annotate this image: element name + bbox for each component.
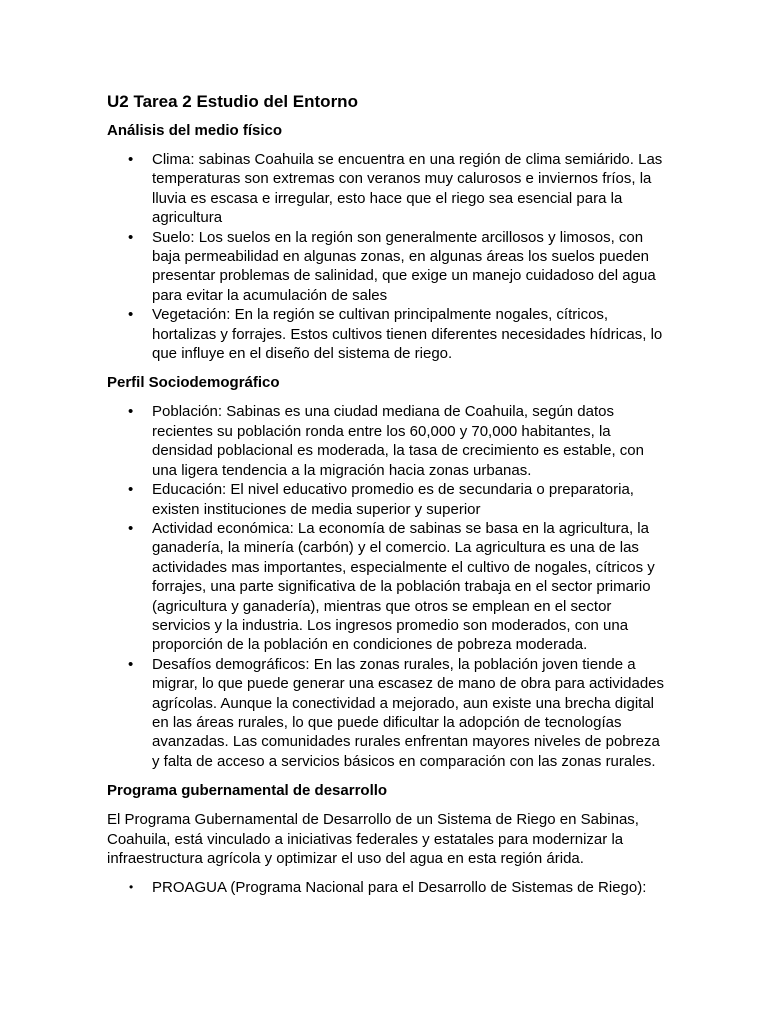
list-item-text: Vegetación: En la región se cultivan principalmente nogales, cítricos, hortalizas y forrajes. Estos cultivos tienen diferentes necesidades hídricas, lo que influye en el diseño del sistema de riego. [152,306,663,363]
document-page [107,91,667,908]
bullet-icon: • [129,880,134,895]
bullet-icon: • [128,655,134,673]
bullet-icon: • [128,151,134,168]
list-item [107,480,667,519]
list-item-text: Clima: sabinas Coahuila se encuentra en una región de clima semiárido. Las temperaturas son extremas con veranos muy calurosos e inviernos fríos, la lluvia es escasa e irregular, esto hace que el riego sea esencial para la agricultura [152,151,663,227]
section-heading-medio-fisico: Análisis del medio físico [107,122,283,139]
bullet-icon: • [128,306,134,324]
list-item-text: Educación: El nivel educativo promedio es de secundaria o preparatoria, existen instituciones de media superior y superior [152,481,634,518]
bullet-list-sociodemografico [107,402,667,771]
bullet-icon: • [128,519,134,537]
bullet-list-programa [107,878,667,897]
document-title: U2 Tarea 2 Estudio del Entorno [107,92,358,111]
section-heading-sociodemografico: Perfil Sociodemográfico [107,374,280,392]
section-paragraph-programa: El Programa Gubernamental de Desarrollo de un Sistema de Riego en Sabinas, Coahuila, está vinculado a iniciativas federales y estatales para modernizar la infraestructura agrícola y optimizar el uso del agua en esta región árida. [107,811,639,867]
list-item [107,655,667,771]
list-item [107,150,667,228]
list-item [107,305,667,363]
bullet-icon: • [128,481,134,499]
list-item-text: Desafíos demográficos: En las zonas rurales, la población joven tiende a migrar, lo que puede generar una escasez de mano de obra para actividades agrícolas. Aunque la conectividad a mejorado, aun existe una brecha digital en las áreas rurales, lo que puede dificultar la adopción de tecnologías avanzadas. Las comunidades rurales enfrentan mayores niveles de pobreza y falta de acceso a servicios básicos en comparación con las zonas rurales. [152,655,664,770]
bullet-icon: • [128,228,134,246]
list-item [107,402,667,480]
section-heading-programa: Programa gubernamental de desarrollo [107,782,388,800]
list-item-text: Suelo: Los suelos en la región son generalmente arcillosos y limosos, con baja permeabilidad en algunas zonas, en algunas áreas los suelos pueden presentar problemas de salinidad, que exige un manejo cuidadoso del agua para evitar la acumulación de sales [152,228,656,304]
list-item-text: PROAGUA (Programa Nacional para el Desarrollo de Sistemas de Riego): [152,879,647,897]
list-item-text: Actividad económica: La economía de sabinas se basa en la agricultura, la ganadería, la minería (carbón) y el comercio. La agricultura es una de las actividades mas importantes, especialmente el cultivo de nogales, cítricos y forrajes, una parte significativa de la población trabaja en el sector primario (agricultura y ganadería), mientras que otros se emplean en el sector servicios y la industria. Los ingresos promedio son moderados, con una proporción de la población en condiciones de pobreza moderada. [152,519,655,654]
list-item [107,878,667,897]
bullet-list-medio-fisico [107,150,667,363]
list-item [107,228,667,306]
bullet-icon: • [128,403,134,421]
list-item-text: Población: Sabinas es una ciudad mediana de Coahuila, según datos recientes su población ronda entre los 60,000 y 70,000 habitantes, la densidad poblacional es moderada, la tasa de crecimiento es estable, con una ligera tendencia a la migración hacia zonas urbanas. [152,403,644,479]
list-item [107,519,667,655]
